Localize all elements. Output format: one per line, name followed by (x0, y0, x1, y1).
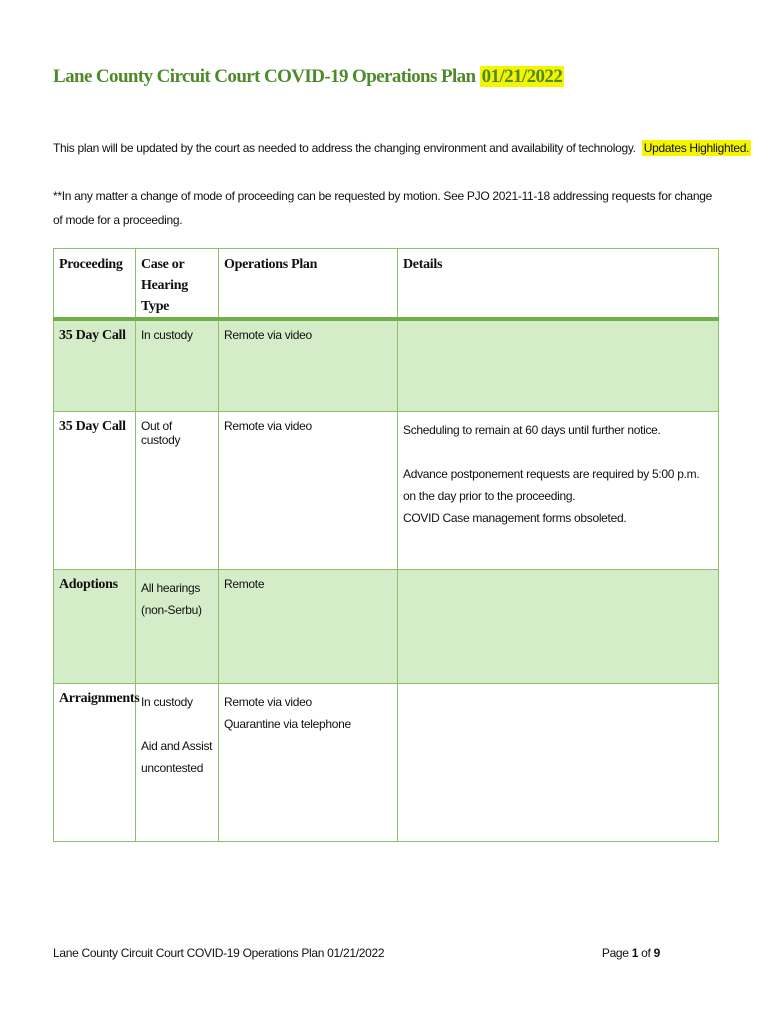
row4-case-type (136, 683, 219, 841)
row4-operations-line1: Remote via video (224, 694, 312, 709)
mode-change-note: **In any matter a change of mode of proceeding can be requested by motion. See PJO 2021-11-18 addressing requests for change of mode for a proceeding. (53, 189, 713, 227)
page-of: of (641, 946, 651, 960)
row3-case-type (136, 569, 219, 683)
table-row (54, 683, 719, 841)
row4-proceeding: Arraignments (54, 683, 136, 841)
row2-details-line2: Advance postponement requests are required by 5:00 p.m. on the day prior to the proceeding. (403, 466, 700, 503)
intro-text: This plan will be updated by the court as needed to address the changing environment and availability of technology. (53, 141, 636, 155)
updates-highlight: Updates Highlighted. (643, 141, 750, 155)
table-row (54, 411, 719, 569)
page-title (53, 66, 564, 88)
header-proceeding: Proceeding (54, 249, 136, 320)
row4-operations-line2: Quarantine via telephone (224, 716, 351, 731)
row3-case-type-line2: (non-Serbu) (141, 602, 202, 617)
row2-details (398, 411, 719, 569)
row4-details (398, 683, 719, 841)
header-case-type-line1: Case or (141, 257, 185, 272)
row2-proceeding: 35 Day Call (54, 411, 136, 569)
table-header-row (54, 249, 719, 320)
header-case-type-line2: Hearing Type (141, 278, 188, 314)
row1-proceeding: 35 Day Call (54, 319, 136, 411)
row3-details (398, 569, 719, 683)
row3-case-type-line1: All hearings (141, 580, 201, 595)
row1-details (398, 319, 719, 411)
row2-case-type: Out of custody (136, 411, 219, 569)
row1-operations: Remote via video (219, 319, 398, 411)
intro-paragraph (53, 141, 751, 155)
footer-title: Lane County Circuit Court COVID-19 Operations Plan 01/21/2022 (53, 946, 385, 960)
row3-operations: Remote (219, 569, 398, 683)
page-total: 9 (653, 946, 660, 960)
footer-page-number (602, 946, 660, 960)
row1-case-type: In custody (136, 319, 219, 411)
header-operations: Operations Plan (219, 249, 398, 320)
operations-table (53, 248, 719, 842)
header-details: Details (398, 249, 719, 320)
row2-details-line3: COVID Case management forms obsoleted. (403, 510, 627, 525)
row4-case-type-line1: In custody (141, 694, 193, 709)
row4-case-type-line2: Aid and Assist (141, 738, 213, 753)
row4-case-type-line3: uncontested (141, 760, 204, 775)
row2-details-line1: Scheduling to remain at 60 days until further notice. (403, 422, 661, 437)
row4-operations (219, 683, 398, 841)
header-case-type (136, 249, 219, 320)
row3-proceeding: Adoptions (54, 569, 136, 683)
table-row (54, 319, 719, 411)
page-label: Page (601, 946, 629, 960)
title-text: Lane County Circuit Court COVID-19 Operations Plan (53, 66, 476, 87)
page-current: 1 (631, 946, 639, 960)
row2-operations: Remote via video (219, 411, 398, 569)
title-date-highlighted: 01/21/2022 (481, 66, 563, 87)
table-row (54, 569, 719, 683)
